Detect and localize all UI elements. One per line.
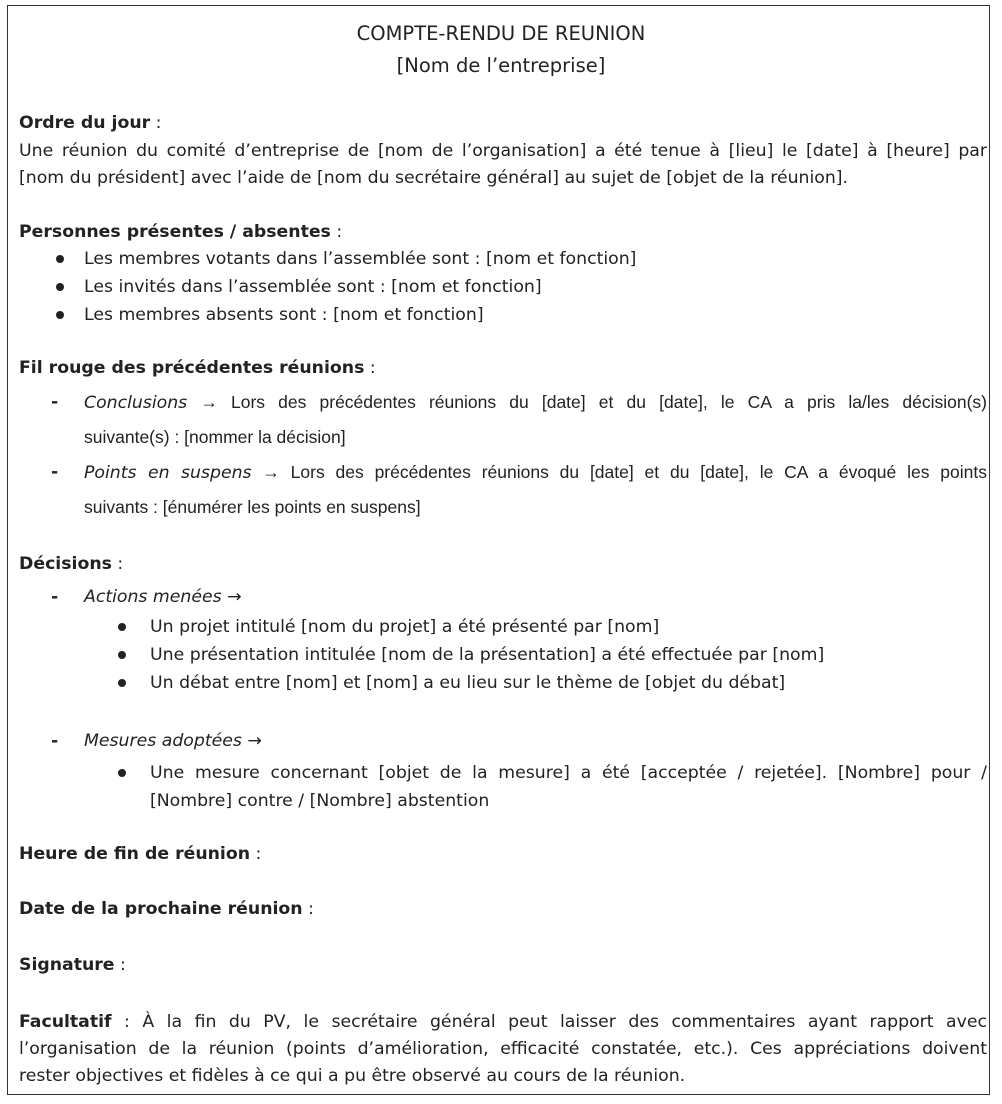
facultatif-line-2: l’organisation de la réunion (points d’amélioration, efficacité constatée, etc.). Ces appréciations doivent <box>19 1039 987 1059</box>
company-name: [Nom de l’entreprise] <box>396 54 606 77</box>
points-label: Points en suspens <box>84 463 252 483</box>
dash-marker: - <box>51 731 59 751</box>
ordre-line-1: Une réunion du comité d’entreprise de [nom de l’organisation] a été tenue à [lieu] le [date] à [heure] par <box>19 141 987 161</box>
personnes-item-2: Les invités dans l’assemblée sont : [nom et fonction] <box>84 277 542 297</box>
conclusions-line-1 <box>84 390 987 415</box>
personnes-heading: Personnes présentes / absentes <box>19 222 331 242</box>
prochaine-section-heading <box>19 897 314 921</box>
ordre-heading: Ordre du jour <box>19 113 151 133</box>
actions-label: Actions menées → <box>84 587 242 607</box>
personnes-colon: : <box>330 222 343 242</box>
personnes-item-1: Les membres votants dans l’assemblée sont : [nom et fonction] <box>84 249 637 269</box>
fil-colon: : <box>364 358 376 378</box>
points-line-1 <box>84 460 987 485</box>
fin-colon: : <box>250 844 262 864</box>
decisions-colon: : <box>111 554 124 574</box>
bullet-icon <box>56 311 64 319</box>
dash-marker: - <box>51 587 59 607</box>
facultatif-line-1 <box>19 1010 987 1034</box>
points-text: → Lors des précédentes réunions du [date] et du [date], le CA a évoqué les points <box>251 462 987 482</box>
conclusions-line-2: suivante(s) : [nommer la décision] <box>84 427 346 447</box>
fin-heading: Heure de fin de réunion <box>19 844 251 864</box>
fin-section-heading <box>19 842 261 866</box>
prochaine-colon: : <box>302 899 314 919</box>
conclusions-text: → Lors des précédentes réunions du [date] et du [date], le CA a pris la/les décision(s) <box>187 392 987 412</box>
personnes-item-3: Les membres absents sont : [nom et fonction] <box>84 305 484 325</box>
dash-marker: - <box>51 392 59 412</box>
mesure-line-2: [Nombre] contre / [Nombre] abstention <box>150 791 490 811</box>
facultatif-line-3: rester objectives et fidèles à ce qui a pu être observé au cours de la réunion. <box>19 1066 686 1086</box>
bullet-icon <box>56 283 64 291</box>
bullet-icon <box>118 769 126 777</box>
fil-heading: Fil rouge des précédentes réunions <box>19 358 365 378</box>
action-item-1: Un projet intitulé [nom du projet] a été présenté par [nom] <box>150 617 660 637</box>
signature-heading: Signature <box>19 955 115 975</box>
decisions-section-heading <box>19 552 123 576</box>
fil-section-heading <box>19 356 376 380</box>
facultatif-text: : À la fin du PV, le secrétaire général peut laisser des commentaires ayant rapport avec <box>111 1012 987 1032</box>
dash-marker: - <box>51 462 59 482</box>
action-item-3: Un débat entre [nom] et [nom] a eu lieu sur le thème de [objet du débat] <box>150 673 786 693</box>
bullet-icon <box>118 679 126 687</box>
mesures-label: Mesures adoptées → <box>84 731 262 751</box>
action-item-2: Une présentation intitulée [nom de la présentation] a été effectuée par [nom] <box>150 645 825 665</box>
bullet-icon <box>118 651 126 659</box>
signature-colon: : <box>114 955 126 975</box>
ordre-line-2: [nom du président] avec l’aide de [nom du secrétaire général] au sujet de [objet de la réunion]. <box>19 168 849 188</box>
bullet-icon <box>56 255 64 263</box>
conclusions-label: Conclusions <box>84 393 188 413</box>
mesure-line-1: Une mesure concernant [objet de la mesure] a été [acceptée / rejetée]. [Nombre] pour / <box>150 763 987 783</box>
document-title: COMPTE-RENDU DE REUNION <box>356 22 646 45</box>
bullet-icon <box>118 623 126 631</box>
personnes-section-heading <box>19 220 342 244</box>
ordre-section-heading <box>19 111 161 135</box>
prochaine-heading: Date de la prochaine réunion <box>19 899 303 919</box>
decisions-heading: Décisions <box>19 554 112 574</box>
signature-section-heading <box>19 953 126 977</box>
ordre-colon: : <box>150 113 162 133</box>
points-line-2: suivants : [énumérer les points en suspens] <box>84 497 421 517</box>
facultatif-heading: Facultatif <box>19 1012 112 1032</box>
